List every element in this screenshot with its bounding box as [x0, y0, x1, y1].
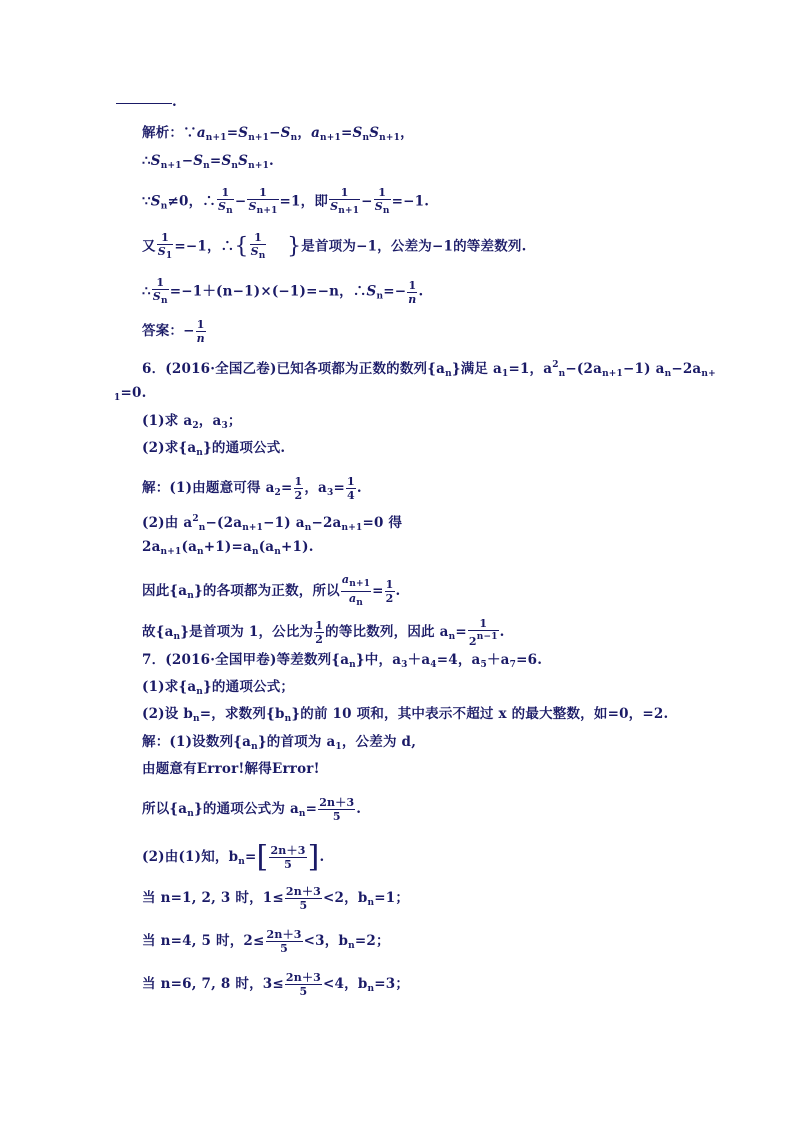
- answer-blank: [116, 103, 172, 104]
- fraction: $\frac{2n+3}{5}$: [285, 971, 322, 998]
- fraction: $\frac{1}{S_{n+1}}$: [330, 186, 360, 216]
- ex7-case3: 当 n=6, 7, 8 时，3≤ $\frac{2n+3}{5}$ <4，$b_n=3$；: [142, 971, 410, 998]
- ex5-answer: 答案：− $\frac{1}{n}$: [142, 318, 205, 345]
- ex7-q1: (1)求$\{a_n\}$的通项公式；: [142, 679, 295, 697]
- fraction: $\frac{1}{4}$: [347, 475, 355, 502]
- ex6-s3: $2a_{n+1}(a_n+1)=a_n(a_n+1)$.: [142, 539, 314, 557]
- ex6-s5: 故$\{a_n\}$是首项为 1，公比为 $\frac{1}{2}$ 的等比数列，因此 $a_n=$ $\frac{1}{2^{n-1}}$ .: [142, 617, 505, 648]
- fraction: $\frac{1}{S_n}$: [218, 186, 233, 216]
- ex7-q2: (2)设 $b_n=$，求数列$\{b_n\}$的前 10 项和，其中表示不超过 x 的最大整数，如=0，=2.: [142, 706, 669, 724]
- fraction: $\frac{2n+3}{5}$: [266, 928, 302, 955]
- fraction: $\frac{1}{n}$: [196, 318, 205, 345]
- ex6-question: 6．(2016·全国乙卷)已知各项都为正数的数列$\{a_n\}$满足 $a_1=1$，$a^2_n-(2a_{n+1}-1)$ $a_n-2a_{n+}$: [142, 360, 716, 379]
- ex5-line1: 解析：$\because a_{n+1}=S_{n+1}-S_n$，$a_{n+1}=S_nS_{n+1}$，: [142, 125, 414, 143]
- ex7-case1: 当 n=1, 2, 3 时，1≤ $\frac{2n+3}{5}$ <2，$b_n=1$；: [142, 885, 410, 912]
- ex6-q2: (2)求$\{a_n\}$的通项公式.: [142, 440, 286, 458]
- ex7-case2: 当 n=4, 5 时，2≤ $\frac{2n+3}{5}$ <3，$b_n=2$；: [142, 928, 390, 955]
- ex5-line3: $\because S_n\ne 0$，∴ $\frac{1}{S_n}$ − $\frac{1}{S_{n+1}}$ =1，即 $\frac{1}{S_{n+1}}$ − $\frac{1}{S_n}$ =−1.: [142, 186, 430, 216]
- fraction: $\frac{1}{2}$: [385, 578, 394, 605]
- fraction: $\frac{2n+3}{5}$: [319, 796, 355, 823]
- fraction: $\frac{1}{S_n}$: [152, 276, 168, 306]
- fraction: $\frac{1}{2}$: [294, 475, 303, 502]
- ex5-line2: $\therefore S_{n+1}-S_n=S_nS_{n+1}$.: [142, 153, 274, 171]
- fraction: $\frac{1}{S_1}$: [157, 231, 173, 261]
- fraction: $\frac{2n+3}{5}$: [285, 885, 322, 912]
- ex6-s1: 解：(1)由题意可得 $a_2=$ $\frac{1}{2}$ ，$a_3=$ $\frac{1}{4}$ .: [142, 475, 362, 502]
- fraction: $\frac{1}{2}$: [315, 619, 324, 646]
- ex7-s2: 由题意有Error!解得Error!: [142, 761, 320, 777]
- fraction: $\frac{2n+3}{5}$: [270, 844, 306, 871]
- blank-dot: .: [172, 94, 177, 110]
- fraction: $\frac{1}{S_n}$: [250, 231, 266, 261]
- ex5-line4: 又 $\frac{1}{S_1}$ =−1，∴{ $\frac{1}{S_n}$ }是首项为−1，公差为−1的等差数列.: [142, 231, 527, 261]
- ex7-s4: (2)由(1)知，$b_n=$[ $\frac{2n+3}{5}$ ].: [142, 839, 325, 875]
- fraction: $\frac{1}{S_n}$: [374, 186, 390, 216]
- fraction: $\frac{1}{S_{n+1}}$: [248, 186, 278, 216]
- ex7-s3: 所以$\{a_n\}$的通项公式为 $a_n=$ $\frac{2n+3}{5}$ .: [142, 796, 362, 823]
- ex6-question-cont: $_1$=0.: [114, 385, 147, 403]
- ex6-q1: (1)求 $a_2$，$a_3$；: [142, 413, 242, 431]
- ex7-s1: 解：(1)设数列$\{a_n\}$的首项为 $a_1$，公差为 d,: [142, 734, 417, 752]
- fraction: $\frac{1}{n}$: [408, 278, 417, 306]
- ex6-s4: 因此$\{a_n\}$的各项都为正数，所以 $\frac{a_{n+1}}{a_n}$ = $\frac{1}{2}$ .: [142, 573, 401, 608]
- fraction: $\frac{1}{2^{n-1}}$: [468, 617, 498, 648]
- ex7-question: 7．(2016·全国甲卷)等差数列$\{a_n\}$中，$a_3+a_4=4$，$a_5+a_7=6$.: [142, 652, 543, 670]
- ex5-line5: ∴ $\frac{1}{S_n}$ =−1＋(n−1)×(−1)=−n，$\therefore S_n=-$ $\frac{1}{n}$ .: [142, 276, 424, 306]
- ex6-s2: (2)由 $a^2_n-(2a_{n+1}-1)$ $a_n-2a_{n+1}=0$ 得: [142, 514, 403, 533]
- fraction: $\frac{a_{n+1}}{a_n}$: [341, 573, 371, 608]
